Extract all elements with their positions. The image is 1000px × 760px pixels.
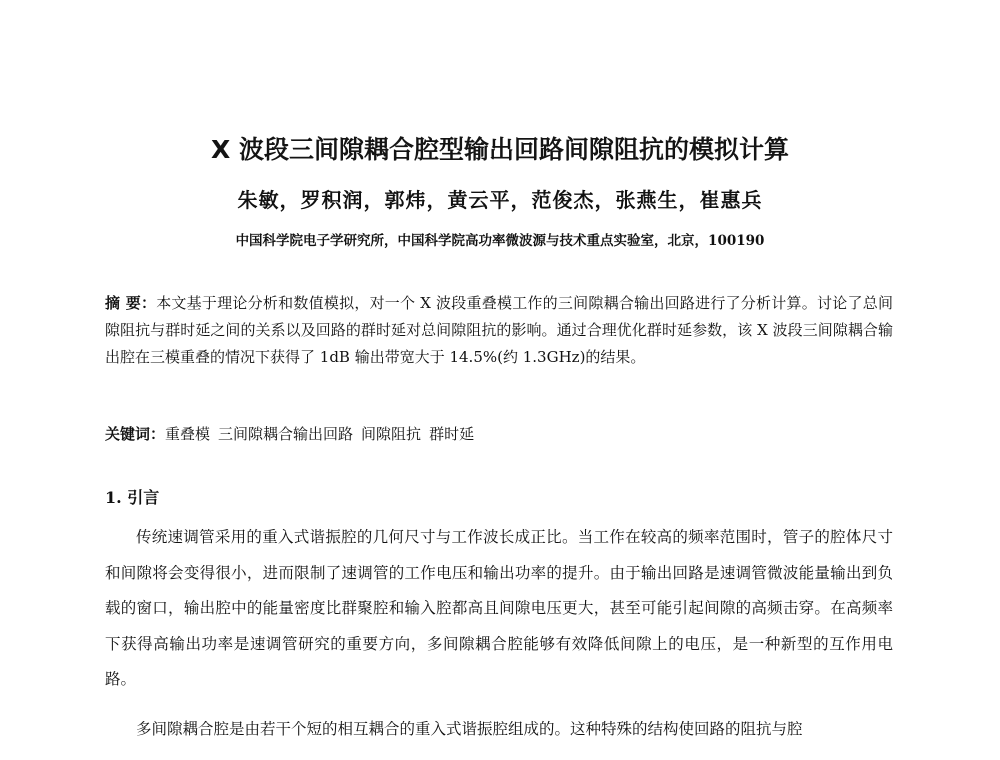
keyword: 重叠模 — [165, 425, 211, 443]
affiliation: 中国科学院电子学研究所，中国科学院高功率微波源与技术重点实验室，北京，100190 — [235, 233, 765, 249]
body-paragraph: 多间隙耦合腔是由若干个短的相互耦合的重入式谐振腔组成的。这种特殊的结构使回路的阻抗与腔 — [136, 720, 803, 738]
abstract — [105, 290, 893, 371]
section-heading: 1. 引言 — [105, 488, 160, 507]
keywords-label: 关键词： — [105, 425, 166, 443]
keywords — [105, 421, 893, 448]
paper-title: X 波段三间隙耦合腔型输出回路间隙阻抗的模拟计算 — [211, 135, 789, 164]
body-paragraph: 传统速调管采用的重入式谐振腔的几何尺寸与工作波长成正比。当工作在较高的频率范围时，管子的腔体尺寸和间隙将会变得很小，进而限制了速调管的工作电压和输出功率的提升。由于输出回路是速调管微波能量输出到负载的窗口，输出腔中的能量密度比群聚腔和输入腔都高且间隙电压更大，甚至可能引起间隙的高频击穿。在高频率下获得高输出功率是速调管研究的重要方向，多间隙耦合腔能够有效降低间隙上的电压，是一种新型的互作用电路。 — [105, 528, 893, 688]
abstract-text: 本文基于理论分析和数值模拟，对一个 X 波段重叠模工作的三间隙耦合输出回路进行了分析计算。讨论了总间隙阻抗与群时延之间的关系以及回路的群时延对总间隙阻抗的影响。通过合理优化群时延参数，该 X 波段三间隙耦合输出腔在三模重叠的情况下获得了 1dB 输出带宽大于 14.5%(约 1.3GHz)的结果。 — [105, 294, 893, 366]
keyword: 群时延 — [429, 425, 475, 443]
keyword: 三间隙耦合输出回路 — [218, 425, 354, 443]
abstract-label: 摘 要： — [105, 294, 157, 312]
keyword: 间隙阻抗 — [361, 425, 422, 443]
author-list: 朱敏，罗积润，郭炜，黄云平，范俊杰，张燕生，崔惠兵 — [237, 188, 763, 212]
